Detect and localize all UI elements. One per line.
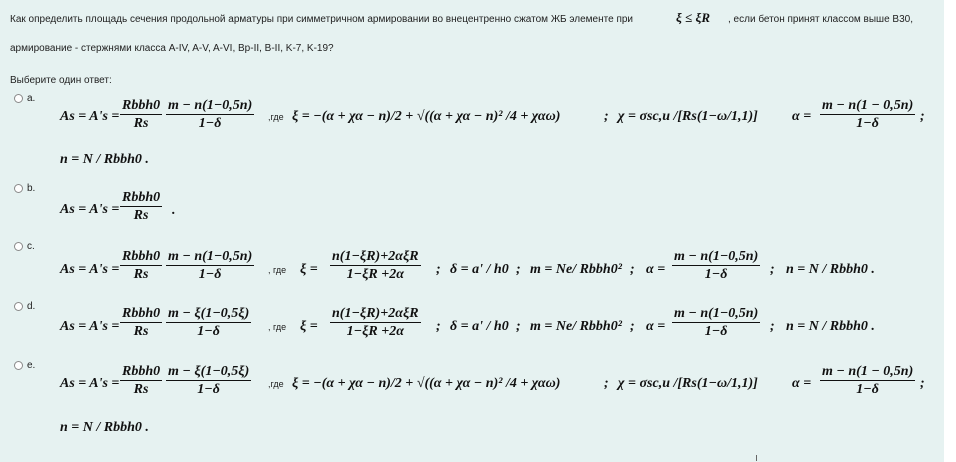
option-b-label: b. <box>27 183 36 194</box>
option-e-line2: n = N / Rbbh0 . <box>60 420 149 435</box>
option-c-sep1: ; <box>436 262 441 277</box>
option-e-frac1-den: Rs <box>133 382 149 397</box>
option-d-sep2: ; <box>516 319 521 334</box>
option-d-frac2 <box>166 306 251 340</box>
option-a-label: a. <box>27 93 36 104</box>
option-e-tail: ; <box>920 376 925 391</box>
question-text-line2: армирование - стержнями класса A-IV, A-V, A-VI, Bp-II, B-II, K-7, K-19? <box>10 43 334 54</box>
option-c-frac1-num: Rbbh0 <box>122 249 161 264</box>
option-e-expr2: χ = σsc,u /[Rs(1−ω/1,1)] <box>618 376 758 391</box>
option-a-tail: ; <box>920 109 925 124</box>
option-d-frac1 <box>120 306 162 340</box>
option-d-sep1: ; <box>436 319 441 334</box>
edge-mark <box>756 455 757 461</box>
option-a-expr1: ξ = −(α + χα − n)/2 + √((α + χα − n)² /4 + χαω) <box>292 109 561 124</box>
question-text-line1-end: , если бетон принят классом выше В30, <box>728 14 913 25</box>
option-a-alpha-lhs: α = <box>792 109 812 124</box>
option-a-alpha-num: m − n(1 − 0,5n) <box>822 98 914 113</box>
option-d-frac1-num: Rbbh0 <box>122 306 161 321</box>
answer-prompt: Выберите один ответ: <box>10 75 112 86</box>
option-c-radio[interactable] <box>14 242 23 251</box>
option-c-m: m = Ne/ Rbbh0² <box>530 262 622 277</box>
option-e-frac2 <box>166 364 251 398</box>
option-d-xi-frac <box>330 306 421 340</box>
option-e-lhs: As = A's = <box>60 376 120 391</box>
option-c-xi-lhs: ξ = <box>300 262 318 277</box>
option-d-sep4: ; <box>770 319 775 334</box>
option-a-radio[interactable] <box>14 94 23 103</box>
option-e-frac1-num: Rbbh0 <box>122 364 161 379</box>
option-c[interactable] <box>14 241 35 252</box>
option-c-frac2 <box>166 249 254 283</box>
option-d[interactable] <box>14 301 35 312</box>
option-d-m: m = Ne/ Rbbh0² <box>530 319 622 334</box>
option-a-alpha-den: 1−δ <box>856 116 879 131</box>
option-b-frac1-den: Rs <box>133 208 149 223</box>
option-a-where: ,где <box>268 112 284 122</box>
option-e-alpha-frac <box>820 364 915 398</box>
question-text-line1: Как определить площадь сечения продольной арматуры при симметричном армировании во внецентренно сжатом ЖБ элементе при <box>10 14 634 25</box>
option-c-delta: δ = a' / h0 <box>450 262 509 277</box>
option-e-expr1: ξ = −(α + χα − n)/2 + √((α + χα − n)² /4 + χαω) <box>292 376 561 391</box>
option-d-delta: δ = a' / h0 <box>450 319 509 334</box>
option-b-radio[interactable] <box>14 184 23 193</box>
option-d-where: , где <box>268 322 287 332</box>
option-a-frac2 <box>166 98 254 132</box>
option-c-label: c. <box>27 241 35 252</box>
option-c-alpha-den: 1−δ <box>704 267 728 282</box>
option-d-alpha-lhs: α = <box>646 319 666 334</box>
option-c-xi-num: n(1−ξR)+2αξR <box>332 249 419 264</box>
option-a-line2: n = N / Rbbh0 . <box>60 152 149 167</box>
option-a-frac1-num: Rbbh0 <box>122 98 161 113</box>
option-e-alpha-num: m − n(1 − 0,5n) <box>822 364 914 379</box>
option-d-frac1-den: Rs <box>133 324 149 339</box>
option-d-radio[interactable] <box>14 302 23 311</box>
option-c-lhs: As = A's = <box>60 262 120 277</box>
question-condition: ξ ≤ ξR <box>676 10 710 25</box>
option-e-frac2-num: m − ξ(1−0,5ξ) <box>168 364 250 379</box>
option-c-alpha-lhs: α = <box>646 262 666 277</box>
option-c-alpha-frac <box>672 249 760 283</box>
option-b-lhs: As = A's = <box>60 202 120 217</box>
option-a-expr2: χ = σsc,u /[Rs(1−ω/1,1)] <box>618 109 758 124</box>
option-e-frac2-den: 1−δ <box>197 382 220 397</box>
option-a[interactable] <box>14 93 35 104</box>
option-e-sep: ; <box>604 376 609 391</box>
option-d-frac2-num: m − ξ(1−0,5ξ) <box>168 306 250 321</box>
option-e-where: ,где <box>268 379 284 389</box>
option-a-frac2-num: m − n(1−0,5n) <box>168 98 253 113</box>
option-d-xi-den: 1−ξR +2α <box>346 324 404 339</box>
option-c-where: , где <box>268 265 287 275</box>
option-e-radio[interactable] <box>14 361 23 370</box>
option-e-frac1 <box>120 364 162 398</box>
option-c-sep2: ; <box>516 262 521 277</box>
option-d-sep3: ; <box>630 319 635 334</box>
option-e-label: e. <box>27 360 36 371</box>
option-d-xi-lhs: ξ = <box>300 319 318 334</box>
option-b-frac1 <box>120 190 162 224</box>
option-a-frac2-den: 1−δ <box>198 116 222 131</box>
option-c-alpha-num: m − n(1−0,5n) <box>674 249 759 264</box>
option-d-alpha-den: 1−δ <box>704 324 728 339</box>
option-b-frac1-num: Rbbh0 <box>122 190 161 205</box>
option-b[interactable] <box>14 183 35 194</box>
option-c-xi-den: 1−ξR +2α <box>346 267 404 282</box>
option-e-alpha-lhs: α = <box>792 376 812 391</box>
option-a-sep: ; <box>604 109 609 124</box>
option-a-lhs: As = A's = <box>60 109 120 124</box>
option-c-frac1-den: Rs <box>133 267 149 282</box>
option-d-lhs: As = A's = <box>60 319 120 334</box>
option-d-alpha-frac <box>672 306 760 340</box>
option-d-n: n = N / Rbbh0 . <box>786 319 875 334</box>
option-d-label: d. <box>27 301 36 312</box>
option-e[interactable] <box>14 360 35 371</box>
option-a-frac1-den: Rs <box>133 116 149 131</box>
option-c-xi-frac <box>330 249 421 283</box>
option-c-sep4: ; <box>770 262 775 277</box>
option-a-frac1 <box>120 98 162 132</box>
option-a-alpha-frac <box>820 98 915 132</box>
option-d-alpha-num: m − n(1−0,5n) <box>674 306 759 321</box>
option-c-frac2-den: 1−δ <box>198 267 222 282</box>
option-c-frac2-num: m − n(1−0,5n) <box>168 249 253 264</box>
option-c-sep3: ; <box>630 262 635 277</box>
option-c-frac1 <box>120 249 162 283</box>
option-d-frac2-den: 1−δ <box>197 324 220 339</box>
option-d-xi-num: n(1−ξR)+2αξR <box>332 306 419 321</box>
option-b-tail: . <box>172 203 176 218</box>
option-e-alpha-den: 1−δ <box>856 382 879 397</box>
option-c-n: n = N / Rbbh0 . <box>786 262 875 277</box>
